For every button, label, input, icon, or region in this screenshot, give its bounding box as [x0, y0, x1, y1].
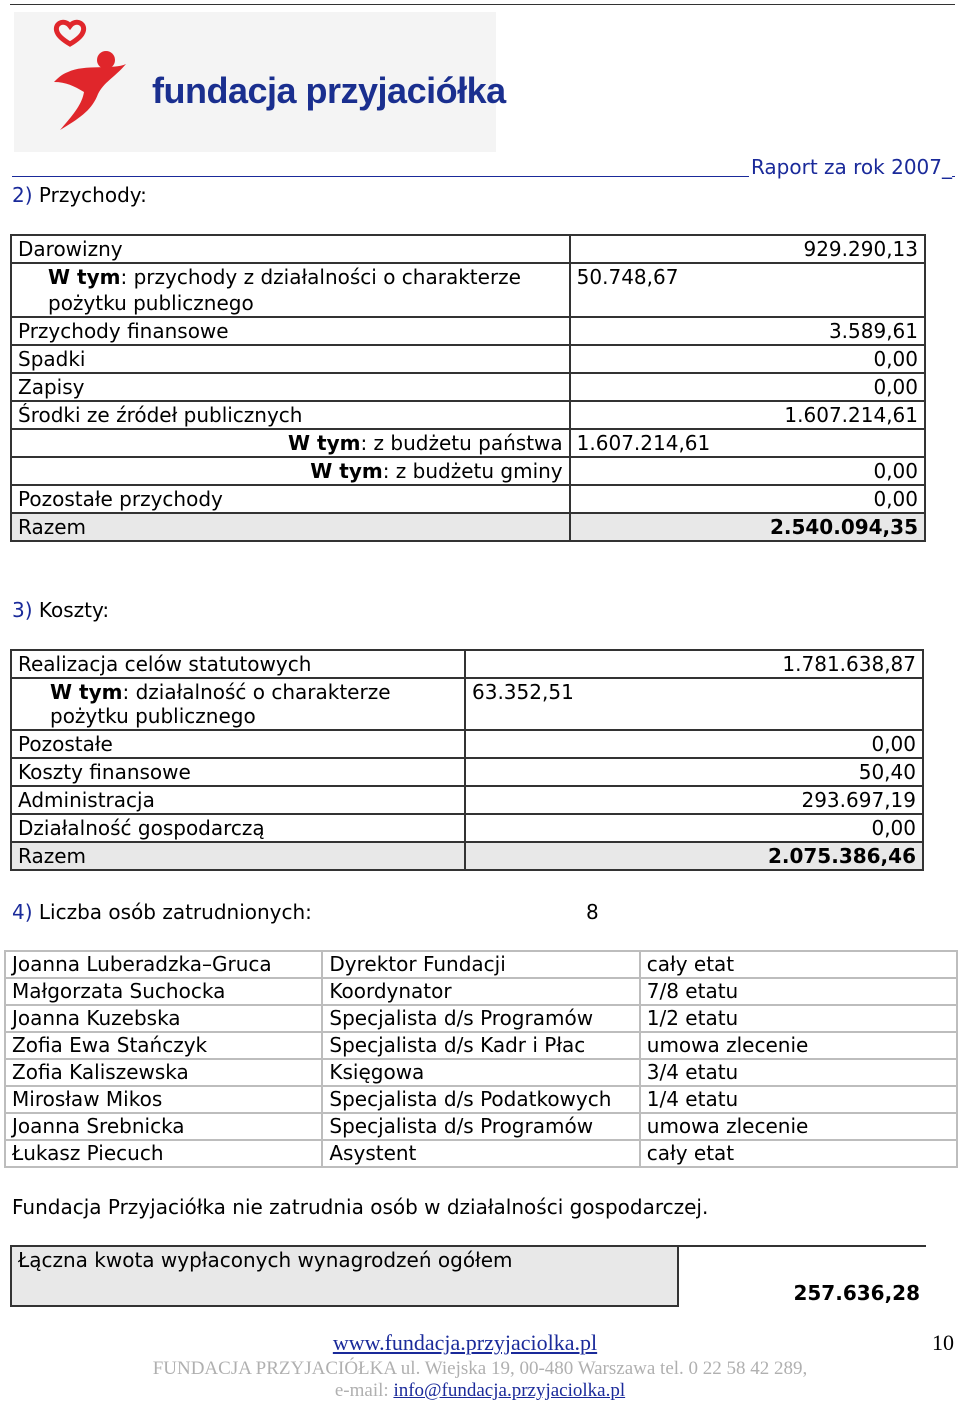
income-section-title: Przychody: — [38, 183, 147, 207]
employee-position: Specjalista d/s Programów — [322, 1005, 639, 1032]
sub-label-rest: : działalność o charakterze pożytku publicznego — [50, 680, 391, 728]
costs-table — [10, 649, 924, 871]
employee-employment-type: umowa zlecenie — [640, 1032, 957, 1059]
sub-label-rest: : z budżetu gminy — [382, 459, 563, 483]
logo-figure-icon — [14, 12, 154, 152]
table-row — [11, 373, 925, 401]
table-row — [11, 263, 925, 317]
table-row — [11, 235, 925, 263]
table-row — [11, 401, 925, 429]
employee-position: Specjalista d/s Podatkowych — [322, 1086, 639, 1113]
cost-label: Pozostałe — [11, 730, 465, 758]
income-label: Darowizny — [11, 235, 570, 263]
employment-section-heading — [12, 900, 312, 924]
sub-label-bold: W tym — [310, 459, 383, 483]
income-table — [10, 234, 926, 542]
table-row — [5, 1032, 957, 1059]
table-row — [11, 814, 923, 842]
footer-address: FUNDACJA PRZYJACIÓŁKA ul. Wiejska 19, 00-480 Warszawa tel. 0 22 58 42 289, — [152, 1358, 808, 1379]
employee-position: Asystent — [322, 1140, 639, 1167]
employment-section-title: Liczba osób zatrudnionych: — [38, 900, 312, 924]
salaries-value: 257.636,28 — [678, 1246, 926, 1306]
income-label: Zapisy — [11, 373, 570, 401]
income-section-heading — [12, 183, 147, 207]
employee-name: Zofia Ewa Stańczyk — [5, 1032, 322, 1059]
employee-name: Joanna Srebnicka — [5, 1113, 322, 1140]
employee-employment-type: cały etat — [640, 951, 957, 978]
table-row — [11, 786, 923, 814]
report-title: Raport za rok 2007_ — [750, 155, 952, 179]
employee-employment-type: cały etat — [640, 1140, 957, 1167]
footer-email-line — [0, 1380, 960, 1402]
income-value: 0,00 — [570, 373, 925, 401]
employee-name: Łukasz Piecuch — [5, 1140, 322, 1167]
income-label: Środki ze źródeł publicznych — [11, 401, 570, 429]
costs-section-title: Koszty: — [38, 598, 110, 622]
cost-label: Realizacja celów statutowych — [11, 650, 465, 678]
income-total-label: Razem — [11, 513, 570, 541]
employment-section-number: 4) — [12, 900, 33, 924]
table-row — [11, 650, 923, 678]
income-value: 0,00 — [570, 345, 925, 373]
table-row — [5, 951, 957, 978]
table-row-total — [11, 842, 923, 870]
employee-employment-type: 1/4 etatu — [640, 1086, 957, 1113]
cost-total-value: 2.075.386,46 — [465, 842, 923, 870]
cost-value: 293.697,19 — [465, 786, 923, 814]
cost-value: 50,40 — [465, 758, 923, 786]
employee-count: 8 — [586, 900, 599, 924]
sub-label-bold: W tym — [287, 431, 361, 455]
salaries-label: Łączna kwota wypłaconych wynagrodzeń ogółem — [11, 1246, 678, 1306]
income-value: 929.290,13 — [570, 235, 925, 263]
cost-label: Działalność gospodarczą — [11, 814, 465, 842]
table-row-total — [11, 513, 925, 541]
employee-position: Dyrektor Fundacji — [322, 951, 639, 978]
income-value: 0,00 — [570, 457, 925, 485]
logo-text: fundacja przyjaciółka — [152, 70, 506, 111]
income-sub-value: 1.607.214,61 — [570, 429, 925, 457]
cost-label: Koszty finansowe — [11, 758, 465, 786]
employee-name: Zofia Kaliszewska — [5, 1059, 322, 1086]
income-sub-label — [11, 457, 570, 485]
income-label: Przychody finansowe — [11, 317, 570, 345]
footer-website-link[interactable]: www.fundacja.przyjaciolka.pl — [332, 1330, 598, 1355]
cost-value: 0,00 — [465, 730, 923, 758]
income-sub-value: 50.748,67 — [570, 263, 925, 317]
table-row — [5, 978, 957, 1005]
employee-employment-type: 3/4 etatu — [640, 1059, 957, 1086]
table-row — [5, 1086, 957, 1113]
table-row — [5, 1059, 957, 1086]
cost-sub-label — [11, 678, 465, 730]
cost-total-label: Razem — [11, 842, 465, 870]
footer-email-label: e-mail: — [334, 1380, 389, 1401]
salaries-table — [10, 1245, 926, 1307]
costs-section-number: 3) — [12, 598, 33, 622]
cost-label: Administracja — [11, 786, 465, 814]
table-row — [11, 678, 923, 730]
employees-table — [4, 950, 958, 1168]
table-row — [5, 1113, 957, 1140]
table-row — [11, 457, 925, 485]
cost-sub-value: 63.352,51 — [465, 678, 923, 730]
income-label: Spadki — [11, 345, 570, 373]
table-row — [5, 1005, 957, 1032]
employee-name: Mirosław Mikos — [5, 1086, 322, 1113]
table-row — [11, 317, 925, 345]
income-value: 3.589,61 — [570, 317, 925, 345]
employee-name: Joanna Kuzebska — [5, 1005, 322, 1032]
sub-label-rest: : z budżetu państwa — [360, 431, 563, 455]
top-rule — [10, 4, 955, 5]
cost-value: 0,00 — [465, 814, 923, 842]
employee-name: Joanna Luberadzka–Gruca — [5, 951, 322, 978]
sub-label-bold: W tym — [48, 265, 121, 289]
income-section-number: 2) — [12, 183, 33, 207]
table-row — [5, 1140, 957, 1167]
table-row — [11, 758, 923, 786]
employee-position: Specjalista d/s Programów — [322, 1113, 639, 1140]
footer — [0, 1330, 960, 1402]
page-number: 10 — [932, 1330, 954, 1355]
employee-name: Małgorzata Suchocka — [5, 978, 322, 1005]
income-sub-label — [11, 429, 570, 457]
employee-employment-type: 1/2 etatu — [640, 1005, 957, 1032]
logo — [14, 12, 506, 152]
employee-employment-type: umowa zlecenie — [640, 1113, 957, 1140]
employee-position: Koordynator — [322, 978, 639, 1005]
income-value: 0,00 — [570, 485, 925, 513]
employment-note: Fundacja Przyjaciółka nie zatrudnia osób w działalności gospodarczej. — [12, 1195, 709, 1219]
table-row — [11, 485, 925, 513]
table-row — [11, 429, 925, 457]
costs-section-heading — [12, 598, 109, 622]
footer-email-link[interactable]: info@fundacja.przyjaciolka.pl — [393, 1380, 626, 1401]
employee-position: Księgowa — [322, 1059, 639, 1086]
table-row — [11, 1246, 926, 1306]
income-sub-label — [11, 263, 570, 317]
income-value: 1.607.214,61 — [570, 401, 925, 429]
table-row — [11, 345, 925, 373]
sub-label-bold: W tym — [50, 680, 123, 704]
table-row — [11, 730, 923, 758]
income-total-value: 2.540.094,35 — [570, 513, 925, 541]
employee-employment-type: 7/8 etatu — [640, 978, 957, 1005]
employee-position: Specjalista d/s Kadr i Płac — [322, 1032, 639, 1059]
income-label: Pozostałe przychody — [11, 485, 570, 513]
sub-label-rest: : przychody z działalności o charakterze pożytku publicznego — [48, 265, 521, 315]
cost-value: 1.781.638,87 — [465, 650, 923, 678]
